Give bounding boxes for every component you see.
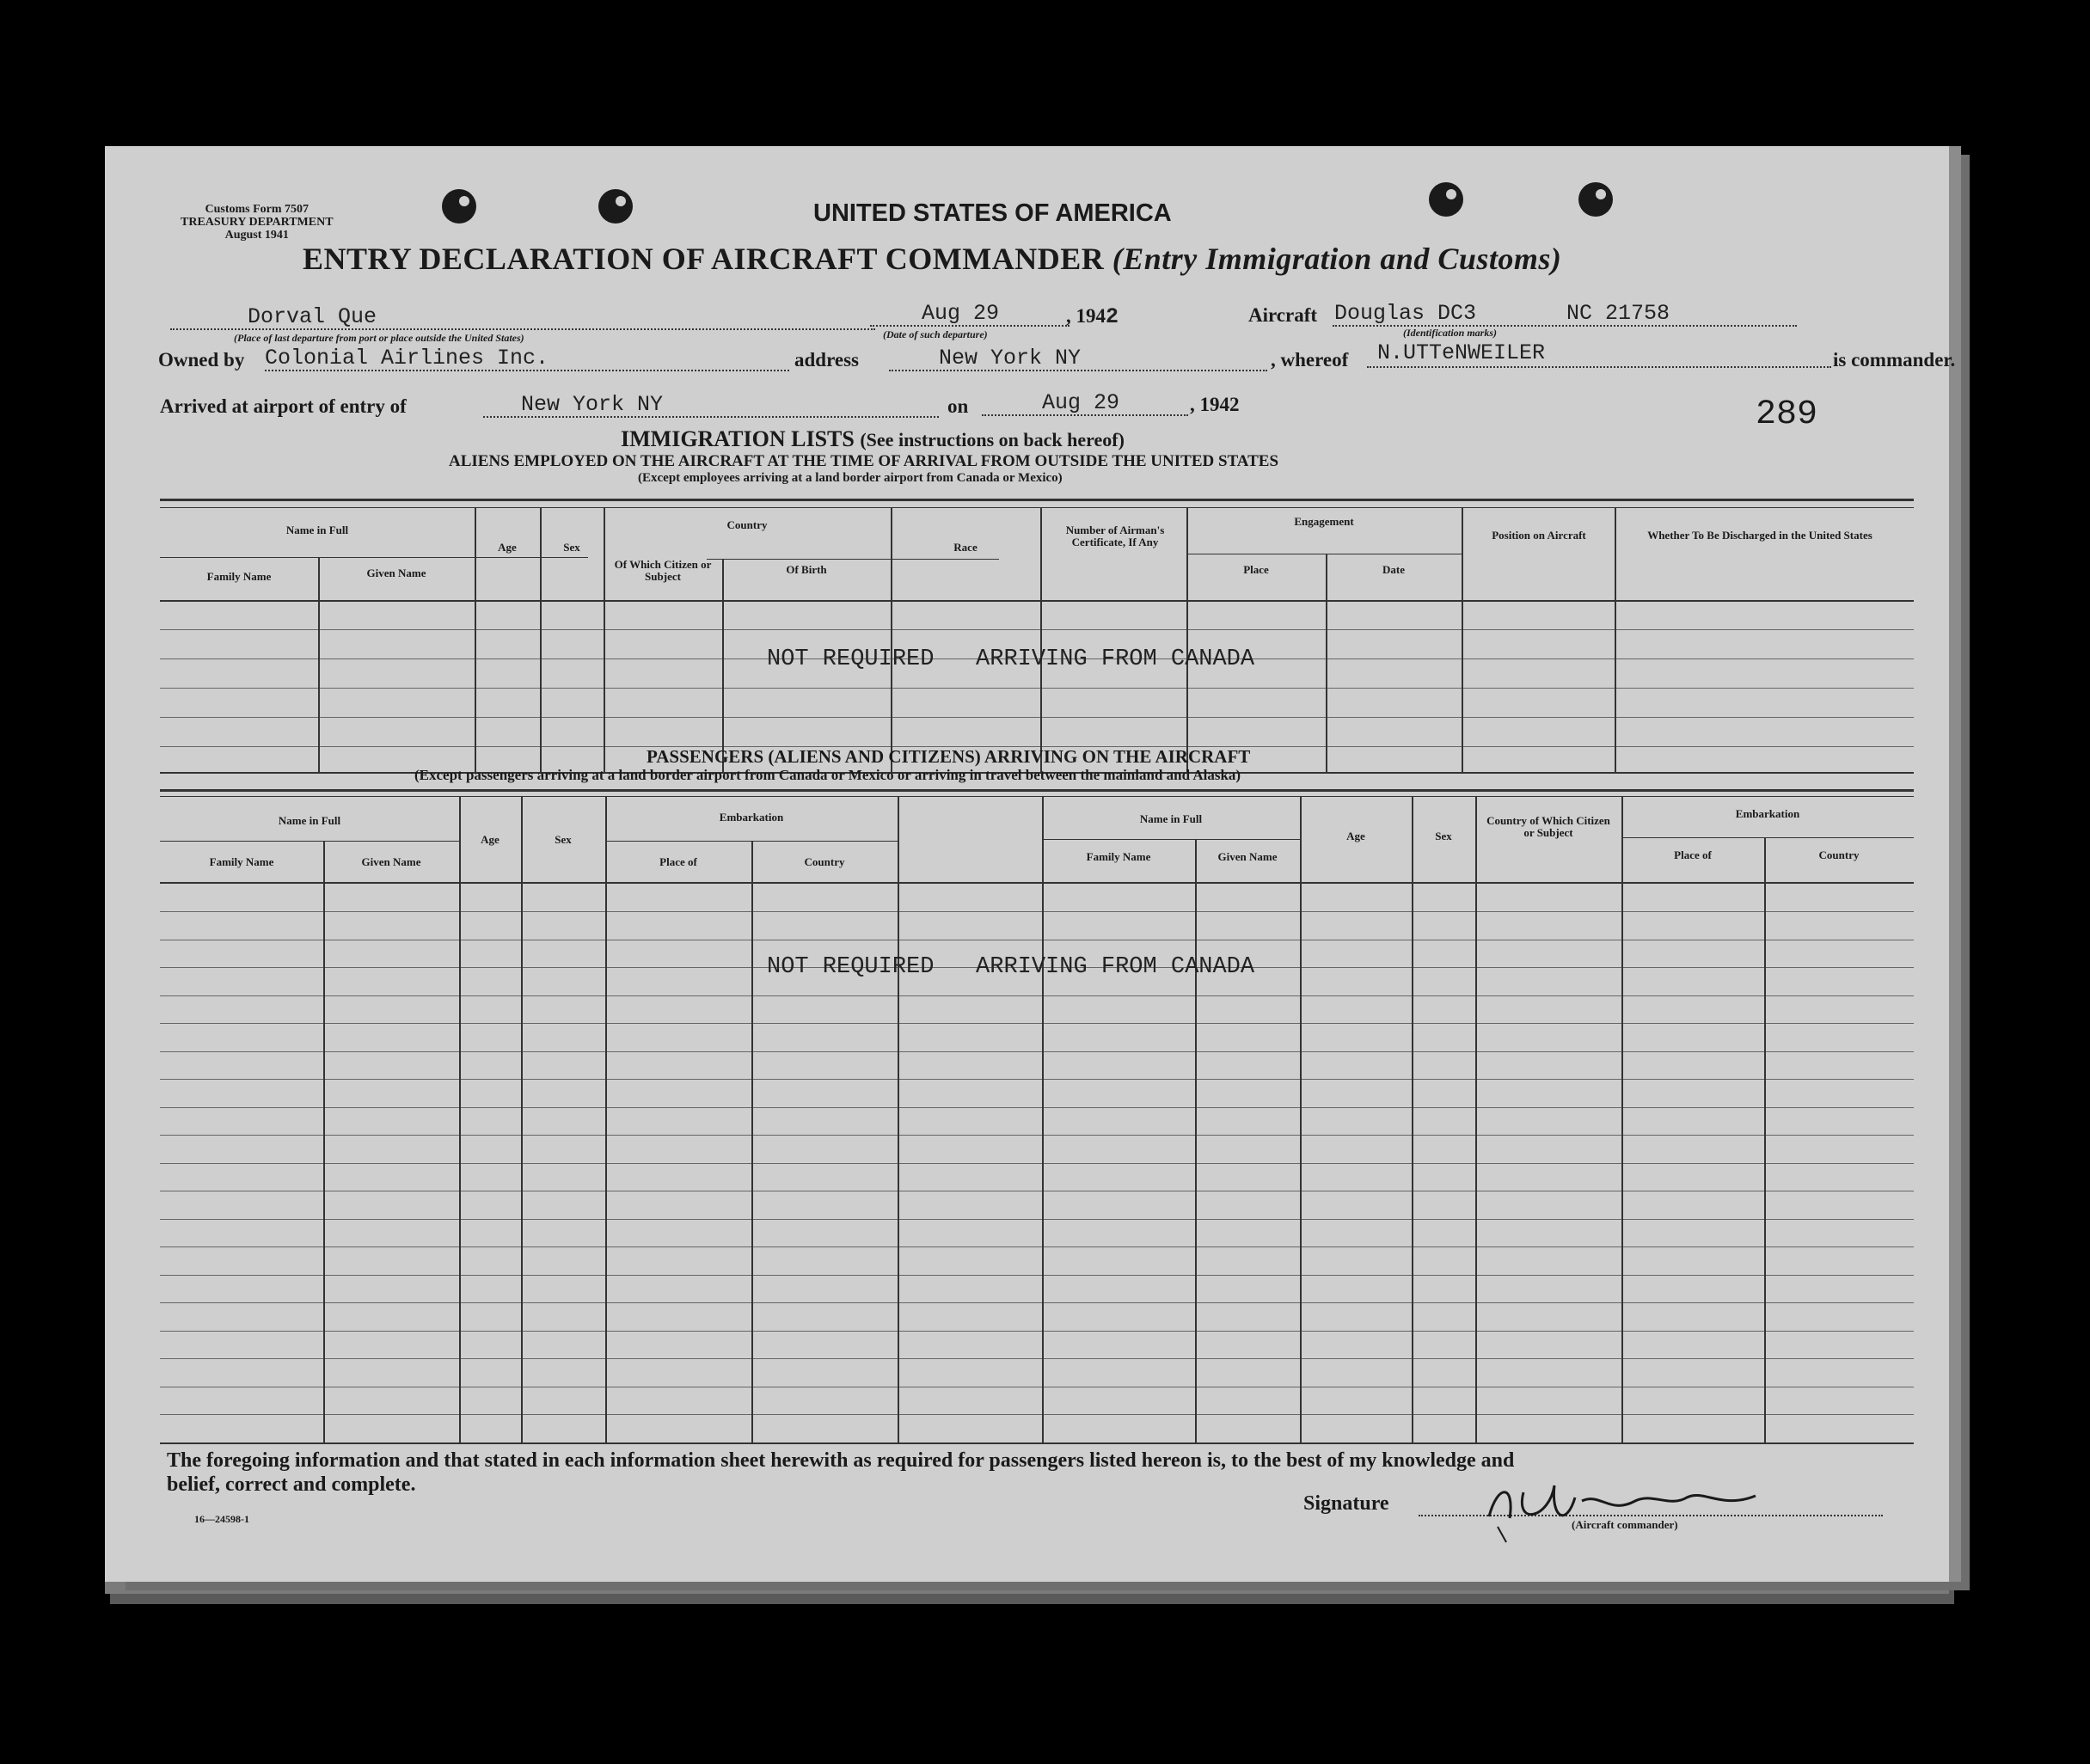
- aircraft-registration: NC 21758: [1566, 301, 1670, 326]
- passenger-row-line: [160, 1414, 1914, 1415]
- aliens-not-required-stamp: NOT REQUIRED ARRIVING FROM CANADA: [767, 646, 1255, 672]
- pax-col-name-in-full-2: Name in Full: [1139, 812, 1203, 825]
- passenger-row-line: [160, 1358, 1914, 1359]
- country-heading: UNITED STATES OF AMERICA: [813, 199, 1172, 227]
- form-id-block: [181, 203, 334, 242]
- departure-year: [1066, 304, 1119, 329]
- declaration-text: The foregoing information and that stated in each information sheet herewith as required for passengers listed hereon is, to the best of my knowledge and: [167, 1449, 1515, 1472]
- title-main: ENTRY DECLARATION OF AIRCRAFT COMMANDER: [303, 242, 1105, 276]
- aliens-title: ALIENS EMPLOYED ON THE AIRCRAFT AT THE TIME OF ARRIVAL FROM OUTSIDE THE UNITED STATES: [449, 452, 1279, 470]
- passenger-row-line: [160, 1163, 1914, 1164]
- address-label: address: [794, 349, 859, 371]
- pax-col-sex-2: Sex: [1435, 830, 1452, 842]
- department: TREASURY DEPARTMENT: [181, 216, 334, 229]
- immigration-title: IMMIGRATION LISTS: [621, 426, 855, 451]
- immigration-note: (See instructions on back hereof): [860, 429, 1125, 450]
- arrival-date-line: [982, 414, 1188, 416]
- year-prefix: , 194: [1066, 305, 1106, 327]
- passenger-row-line: [160, 1051, 1914, 1052]
- col-position: Position on Aircraft: [1492, 529, 1586, 542]
- pax-col-family-name-2: Family Name: [1086, 850, 1151, 863]
- passenger-row-line: [160, 1107, 1914, 1108]
- pax-col-family-name: Family Name: [209, 855, 274, 868]
- passengers-note: (Except passengers arriving at a land border airport from Canada or Mexico or arriving in travel between the mainland and Alaska): [414, 767, 1241, 783]
- form-number: Customs Form 7507: [205, 203, 310, 216]
- punch-hole-icon: [1578, 182, 1613, 217]
- form-date: August 1941: [224, 229, 289, 242]
- arrival-on-label: on: [947, 395, 969, 417]
- address-line: [889, 370, 1267, 371]
- passenger-row-line: [160, 1302, 1914, 1303]
- form-title: [303, 241, 1561, 277]
- signature-caption: (Aircraft commander): [1572, 1518, 1678, 1531]
- departure-line: [170, 328, 875, 330]
- pax-col-place-of-2: Place of: [1674, 848, 1712, 861]
- commander-name: N.UTTeNWEILER: [1377, 340, 1546, 365]
- pax-col-given-name-2: Given Name: [1217, 850, 1278, 863]
- arrival-date: Aug 29: [1042, 390, 1120, 415]
- col-engagement-date: Date: [1382, 563, 1405, 576]
- col-airman-certificate: Number of Airman's Certificate, If Any: [1065, 524, 1165, 548]
- arrival-label: Arrived at airport of entry of: [160, 395, 407, 417]
- pax-col-country-2: Country: [1818, 848, 1860, 861]
- passenger-row-line: [160, 1331, 1914, 1332]
- signature-scribble-icon: [1472, 1467, 1833, 1544]
- col-name-in-full: Name in Full: [285, 524, 349, 536]
- departure-caption: (Place of last departure from port or place outside the United States): [234, 332, 524, 344]
- col-family-name: Family Name: [206, 570, 272, 583]
- departure-place: Dorval Que: [248, 304, 377, 329]
- commander-line: [1367, 366, 1831, 368]
- col-engagement-place: Place: [1243, 563, 1269, 576]
- passenger-row-line: [160, 1246, 1914, 1247]
- passenger-row-line: [160, 1275, 1914, 1276]
- passenger-row-line: [160, 1135, 1914, 1136]
- print-code: 16—24598-1: [194, 1513, 249, 1525]
- passengers-not-required-stamp: NOT REQUIRED ARRIVING FROM CANADA: [767, 954, 1255, 980]
- col-engagement: Engagement: [1294, 515, 1354, 528]
- form-sheet: [105, 146, 1956, 1582]
- aircraft-type: Douglas DC3: [1334, 301, 1477, 326]
- aliens-note: (Except employees arriving at a land border airport from Canada or Mexico): [638, 471, 1063, 485]
- punch-hole-icon: [598, 189, 633, 224]
- owner-line: [265, 370, 789, 371]
- arrival-airport: New York NY: [521, 392, 664, 417]
- aircraft-line: [1333, 325, 1797, 327]
- page-number: 289: [1756, 395, 1818, 434]
- pax-col-citizen: Country of Which Citizen or Subject: [1486, 814, 1610, 839]
- declaration-text-2: belief, correct and complete.: [167, 1473, 416, 1496]
- arrival-year: , 1942: [1190, 394, 1240, 415]
- pax-col-given-name: Given Name: [361, 855, 421, 868]
- pax-col-age-2: Age: [1346, 830, 1365, 842]
- pax-col-country: Country: [804, 855, 845, 868]
- col-discharged: Whether To Be Discharged in the United States: [1647, 529, 1872, 542]
- owned-by-label: Owned by: [158, 349, 245, 371]
- col-birth: Of Birth: [786, 563, 827, 576]
- punch-hole-icon: [1429, 182, 1463, 217]
- col-given-name: Given Name: [366, 567, 426, 579]
- year-suffix: 2: [1106, 304, 1119, 329]
- col-sex: Sex: [563, 541, 580, 554]
- whereof-label: , whereof: [1271, 349, 1349, 371]
- owner-name: Colonial Airlines Inc.: [265, 346, 549, 371]
- departure-date-line: [870, 325, 1070, 327]
- passengers-title: PASSENGERS (ALIENS AND CITIZENS) ARRIVING ON THE AIRCRAFT: [647, 746, 1251, 767]
- pax-col-embarkation: Embarkation: [719, 811, 784, 824]
- passenger-row-line: [160, 995, 1914, 996]
- departure-date-caption: (Date of such departure): [883, 328, 988, 340]
- pax-col-place-of: Place of: [659, 855, 697, 868]
- departure-date: Aug 29: [922, 301, 1000, 326]
- owner-address: New York NY: [939, 346, 1082, 371]
- pax-col-sex: Sex: [555, 833, 572, 846]
- aircraft-id-caption: (Identification marks): [1403, 327, 1498, 339]
- commander-suffix: is commander.: [1833, 349, 1956, 371]
- col-citizen: Of Which Citizen or Subject: [614, 558, 712, 583]
- title-sub: (Entry Immigration and Customs): [1112, 242, 1562, 276]
- col-country: Country: [726, 518, 768, 531]
- signature-label: Signature: [1303, 1492, 1389, 1515]
- passenger-row-line: [160, 911, 1914, 912]
- punch-hole-icon: [442, 189, 476, 224]
- col-race: Race: [953, 541, 978, 554]
- passenger-row-line: [160, 1023, 1914, 1024]
- immigration-heading: [621, 426, 1125, 452]
- col-age: Age: [498, 541, 517, 554]
- passenger-row-line: [160, 1079, 1914, 1080]
- passenger-row-line: [160, 1219, 1914, 1220]
- pax-col-age: Age: [481, 833, 500, 846]
- pax-col-embarkation-2: Embarkation: [1735, 807, 1800, 820]
- arrival-line: [483, 416, 939, 418]
- pax-col-name-in-full: Name in Full: [278, 814, 341, 827]
- aircraft-label: Aircraft: [1248, 304, 1318, 326]
